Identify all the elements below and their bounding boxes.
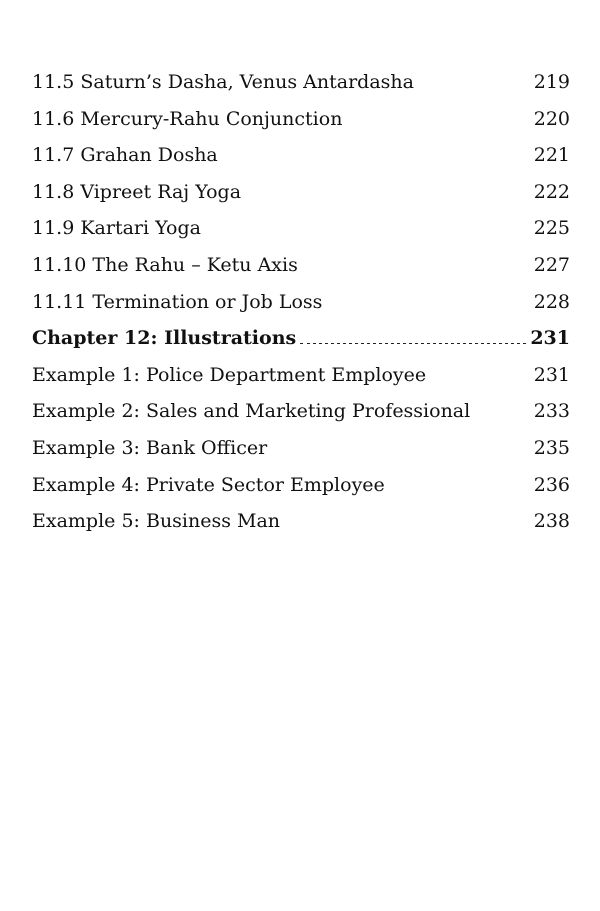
toc-entry-title: 11.8 Vipreet Raj Yoga xyxy=(32,180,242,203)
toc-entry-page: 228 xyxy=(533,290,570,313)
toc-entry-11-5 xyxy=(32,64,570,101)
dot-leader xyxy=(418,87,530,88)
dot-leader xyxy=(474,416,530,417)
toc-entry-11-10 xyxy=(32,247,570,284)
dot-leader xyxy=(430,380,530,381)
toc-entry-title: Example 5: Business Man xyxy=(32,510,281,533)
toc-entry-title: Example 2: Sales and Marketing Professional xyxy=(32,400,471,423)
toc-entry-page: 235 xyxy=(533,436,570,459)
dot-leader xyxy=(284,526,530,527)
toc-entry-example-1 xyxy=(32,357,570,394)
toc-entry-chapter-12 xyxy=(32,320,570,357)
dot-leader xyxy=(326,307,529,308)
dot-leader xyxy=(300,343,526,344)
dot-leader xyxy=(245,197,530,198)
dot-leader xyxy=(389,490,530,491)
toc-entry-page: 227 xyxy=(533,253,570,276)
toc-entry-example-2 xyxy=(32,393,570,430)
toc-entry-title: 11.6 Mercury-Rahu Conjunction xyxy=(32,107,343,130)
toc-entry-title: 11.7 Grahan Dosha xyxy=(32,144,218,167)
toc-entry-page: 233 xyxy=(533,400,570,423)
toc-entry-11-9 xyxy=(32,210,570,247)
toc-entry-example-4 xyxy=(32,467,570,504)
table-of-contents xyxy=(32,64,570,540)
toc-entry-example-3 xyxy=(32,430,570,467)
toc-entry-page: 222 xyxy=(533,180,570,203)
dot-leader xyxy=(222,160,530,161)
toc-entry-title: 11.9 Kartari Yoga xyxy=(32,217,201,240)
toc-entry-page: 221 xyxy=(533,144,570,167)
toc-entry-page: 236 xyxy=(533,473,570,496)
toc-entry-page: 225 xyxy=(533,217,570,240)
toc-entry-page: 231 xyxy=(530,327,570,350)
toc-entry-title: 11.5 Saturn’s Dasha, Venus Antardasha xyxy=(32,71,414,93)
toc-entry-page: 219 xyxy=(533,71,570,93)
toc-entry-page: 220 xyxy=(533,107,570,130)
toc-entry-11-7 xyxy=(32,137,570,174)
toc-entry-title: 11.11 Termination or Job Loss xyxy=(32,290,323,313)
toc-entry-page: 238 xyxy=(533,510,570,533)
toc-entry-11-11 xyxy=(32,284,570,321)
toc-entry-11-6 xyxy=(32,101,570,138)
toc-chapter-title: Chapter 12: Illustrations xyxy=(32,327,297,350)
dot-leader xyxy=(346,124,529,125)
toc-entry-title: Example 3: Bank Officer xyxy=(32,436,268,459)
dot-leader xyxy=(302,270,530,271)
toc-entry-11-8 xyxy=(32,174,570,211)
dot-leader xyxy=(271,453,530,454)
toc-entry-title: Example 1: Police Department Employee xyxy=(32,363,427,386)
toc-entry-page: 231 xyxy=(533,363,570,386)
toc-entry-title: 11.10 The Rahu – Ketu Axis xyxy=(32,253,298,276)
dot-leader xyxy=(205,233,530,234)
toc-entry-title: Example 4: Private Sector Employee xyxy=(32,473,385,496)
toc-entry-example-5 xyxy=(32,503,570,540)
